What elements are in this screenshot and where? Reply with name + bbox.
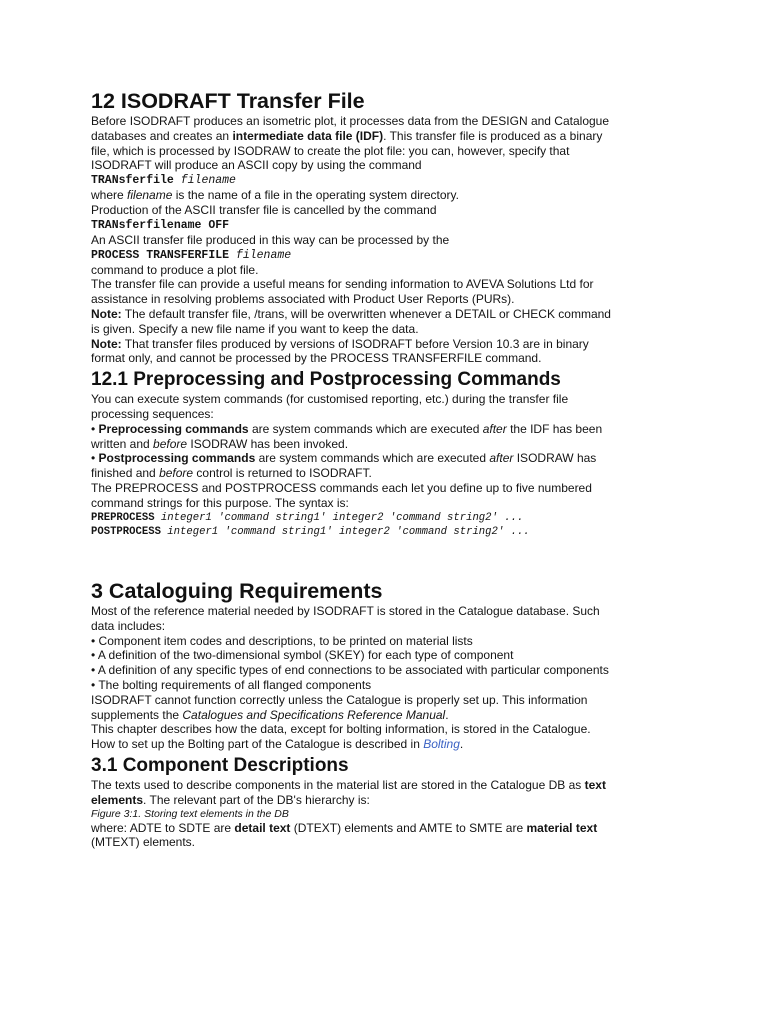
note-versions bbox=[91, 337, 611, 367]
text-run: . The relevant part of the DB's hierarchy is: bbox=[143, 792, 370, 807]
paragraph-process: An ASCII transfer file produced in this way can be processed by the bbox=[91, 232, 450, 247]
text-run: . bbox=[459, 737, 464, 752]
italic-term: filename bbox=[127, 188, 173, 203]
italic-term: after bbox=[489, 451, 514, 466]
section-heading-3-1: 3.1 Component Descriptions bbox=[91, 754, 349, 776]
bold-term: text elements bbox=[91, 777, 606, 807]
paragraph-useful: The transfer file can provide a useful means for sending information to AVEVA Solutions Ltd for assistance in resolving problems associated with Product User Reports (PURs). bbox=[91, 277, 594, 307]
text-run: The texts used to describe components in the material list are stored in the Catalogue DB as bbox=[91, 777, 585, 792]
paragraph-where-text bbox=[91, 821, 611, 851]
paragraph-system-commands: You can execute system commands (for customised reporting, etc.) during the transfer file processing sequences: bbox=[91, 392, 569, 421]
paragraph-catalogue-intro: Most of the reference material needed by ISODRAFT is stored in the Catalogue database. Such data includes: bbox=[91, 603, 600, 633]
command-keyword: PROCESS TRANSFERFILE bbox=[91, 248, 230, 262]
text-run: Before ISODRAFT produces an isometric plot, it processes data from the DESIGN and Catalogue databases and creates an bbox=[91, 114, 610, 143]
text-run: where: ADTE to SDTE are bbox=[91, 820, 235, 835]
command-arguments: integer1 'command string1' integer2 'command string2' ... bbox=[160, 525, 530, 538]
command-arguments: integer1 'command string1' integer2 'command string2' ... bbox=[154, 511, 524, 524]
bullet-item: • A definition of the two-dimensional symbol (SKEY) for each type of component bbox=[91, 648, 514, 663]
text-run: where bbox=[91, 188, 128, 203]
command-keyword: PREPROCESS bbox=[91, 511, 155, 524]
command-process-transferfile bbox=[91, 248, 611, 263]
paragraph-where-filename bbox=[91, 188, 611, 203]
bolting-link[interactable]: Bolting bbox=[423, 737, 460, 752]
text-run: the IDF has been written and bbox=[91, 421, 603, 451]
note-label: Note: bbox=[91, 336, 122, 351]
bullet-item: • A definition of any specific types of end connections to be associated with particular components bbox=[91, 663, 609, 678]
bullet-mark: • bbox=[91, 451, 99, 466]
text-run: . bbox=[445, 707, 449, 722]
syntax-preprocess bbox=[91, 511, 611, 525]
text-run: The default transfer file, /trans, will be overwritten whenever a DETAIL or CHECK command is given. Specify a new file name if you want to keep the data. bbox=[91, 306, 611, 336]
text-run: This chapter describes how the data, except for bolting information, is stored in the Catalogue. How to set up the Bolting part of the Catalogue is described in bbox=[91, 722, 591, 752]
italic-term: before bbox=[153, 436, 188, 451]
section-heading-3: 3 Cataloguing Requirements bbox=[91, 578, 383, 603]
command-keyword: TRANsferfilename OFF bbox=[91, 218, 230, 232]
text-run: That transfer files produced by versions of ISODRAFT before Version 10.3 are in binary format only, and cannot be processed by the PROCESS TRANSFERFILE command. bbox=[91, 336, 589, 366]
paragraph-function bbox=[91, 693, 611, 723]
document-body bbox=[91, 88, 611, 850]
italic-term: after bbox=[482, 421, 507, 436]
bullet-item: • The bolting requirements of all flanged components bbox=[91, 677, 372, 692]
figure-caption: Figure 3:1. Storing text elements in the DB bbox=[91, 807, 289, 820]
bullet-item: • Component item codes and descriptions, to be printed on material lists bbox=[91, 633, 473, 648]
bold-term: Preprocessing commands bbox=[98, 421, 249, 436]
paragraph-plot: command to produce a plot file. bbox=[91, 262, 259, 277]
text-run: are system commands which are executed bbox=[255, 451, 490, 466]
manual-title: Catalogues and Specifications Reference Manual bbox=[182, 707, 446, 722]
bold-term: detail text bbox=[234, 820, 291, 835]
text-run: ISODRAW has been invoked. bbox=[187, 436, 349, 451]
section-heading-12: 12 ISODRAFT Transfer File bbox=[91, 89, 365, 113]
command-keyword: TRANsferfile bbox=[91, 174, 174, 188]
section-heading-12-1: 12.1 Preprocessing and Postprocessing Commands bbox=[91, 369, 561, 391]
text-run: . This transfer file is produced as a binary file, which is processed by ISODRAW to create the plot file: you can, however, specify that ISODRAFT will produce an ASCII copy by using the command bbox=[91, 128, 603, 173]
bullet-mark: • bbox=[91, 421, 99, 436]
command-argument: filename bbox=[180, 174, 236, 188]
syntax-postprocess bbox=[91, 525, 611, 539]
italic-term: before bbox=[159, 466, 194, 481]
note-default-transfer bbox=[91, 307, 611, 337]
text-run: are system commands which are executed bbox=[248, 421, 483, 436]
paragraph-cancel: Production of the ASCII transfer file is cancelled by the command bbox=[91, 202, 437, 217]
text-run: ISODRAW has finished and bbox=[91, 451, 597, 481]
bold-term: Postprocessing commands bbox=[98, 451, 256, 466]
paragraph-syntax: The PREPROCESS and POSTPROCESS commands each let you define up to five numbered command strings for this purpose. The syntax is: bbox=[91, 480, 592, 510]
command-keyword: POSTPROCESS bbox=[91, 525, 161, 538]
text-run: is the name of a file in the operating system directory. bbox=[172, 188, 459, 203]
command-argument: filename bbox=[235, 248, 292, 262]
paragraph-texts bbox=[91, 778, 611, 808]
bold-term-idf: intermediate data file (IDF) bbox=[232, 128, 384, 143]
bullet-postprocessing bbox=[91, 451, 611, 481]
command-transferfile bbox=[91, 173, 611, 188]
text-run: (DTEXT) elements and AMTE to SMTE are bbox=[290, 820, 527, 835]
text-run: control is returned to ISODRAFT. bbox=[193, 466, 372, 481]
text-run: (MTEXT) elements. bbox=[91, 835, 196, 850]
command-transfer-off bbox=[91, 218, 611, 233]
text-run: ISODRAFT cannot function correctly unless the Catalogue is properly set up. This information supplements the bbox=[91, 692, 588, 722]
bold-term: material text bbox=[526, 820, 598, 835]
bullet-preprocessing bbox=[91, 422, 611, 452]
paragraph-chapter bbox=[91, 722, 611, 752]
note-label: Note: bbox=[91, 306, 122, 321]
paragraph-transfer-intro bbox=[91, 114, 611, 173]
